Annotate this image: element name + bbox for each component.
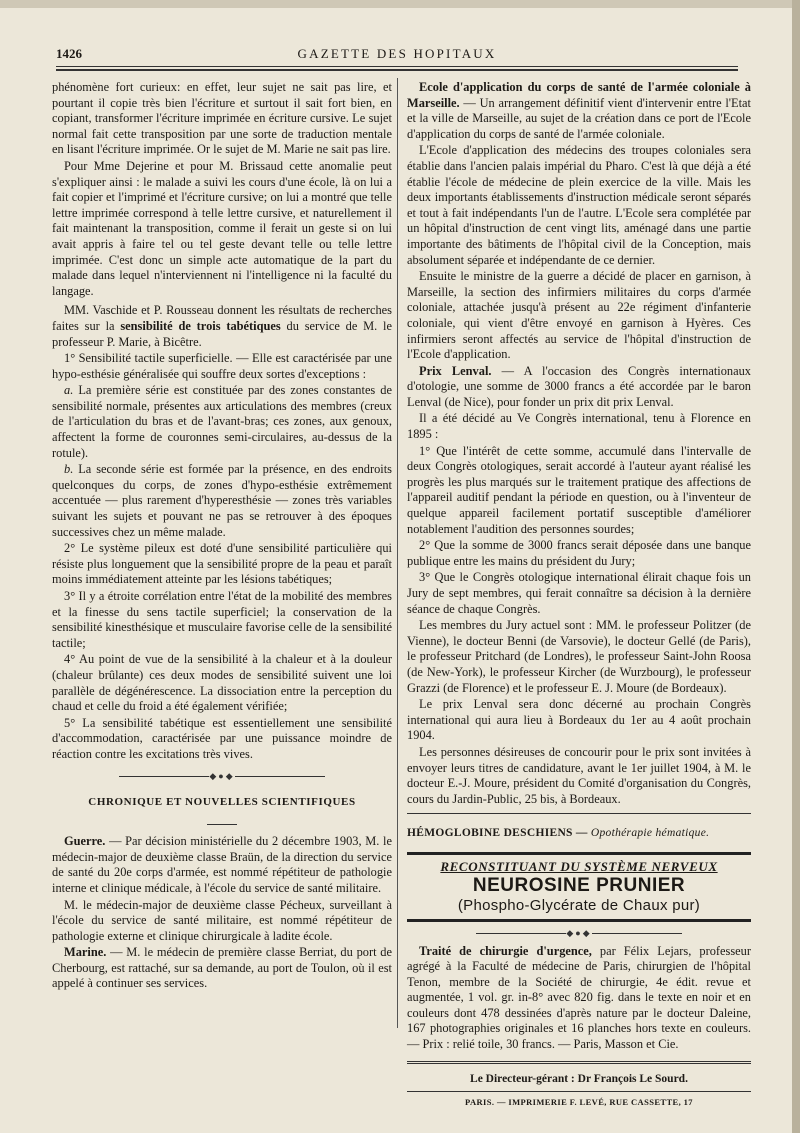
item-marker: b.: [64, 462, 74, 477]
paragraph: 1° Sensibilité tactile superficielle. — Elle est caractérisée par une hypo-esthésie généralisée qui souffre deux sortes d'exceptions :: [52, 351, 392, 381]
left-column: [52, 80, 392, 992]
news-item: [52, 834, 392, 896]
paragraph: 2° Le système pileux est doté d'une sensibilité particulière qui résiste plus longuement que la sensibilité propre de la peau et paraît moins immédiatement atteinte par les lésions tabétiques;: [52, 541, 392, 587]
ornament-divider: ◆●◆: [52, 769, 392, 781]
printer-line: PARIS. — IMPRIMERIE F. LEVÉ, RUE CASSETTE, 17: [465, 1097, 693, 1108]
news-item: [407, 80, 751, 142]
column-divider: [397, 78, 398, 1028]
text-run: — M. le médecin de première classe Berriat, du port de Cherbourg, est rattaché, sur sa demande, au port de Toulon, où il est appelé à continuer ses services.: [52, 945, 392, 991]
advert-name: HÉMOGLOBINE DESCHIENS: [407, 827, 573, 840]
advert-hemoglobine: [407, 826, 751, 842]
paragraph: 3° Que le Congrès otologique international élirait chaque fois un Jury de sept membres, qui ferait connaître sa décision à la dernière séance de chaque Congrès.: [407, 570, 751, 616]
paragraph: 5° La sensibilité tabétique est essentiellement une sensibilité d'accommodation, caractérisée par une puissance moindre de réaction contre les excitations très vives.: [52, 715, 392, 761]
news-label: Prix Lenval.: [419, 363, 492, 378]
news-item: M. le médecin-major de deuxième classe Pécheux, surveillant à l'école du service de santé militaire, est nommé répétiteur de pathologie externe et clinique chirurgicale à ladite école.: [52, 897, 392, 943]
top-edge: [0, 0, 800, 8]
text-run: MM. Vaschide et P. Rousseau donnent les résultats de recherches faites sur la: [52, 303, 392, 333]
text-run: — A l'occasion des Congrès internationaux d'otologie, une somme de 3000 francs a été accordée par le baron Lenval (de Nice), pour fonder un prix dit prix Lenval.: [407, 363, 751, 409]
paragraph: Pour Mme Dejerine et pour M. Brissaud cette anomalie peut s'expliquer ainsi : le malade a suivi les cours d'une école, là on lui a fait copier et l'imprimé et l'écriture cursive; on lui a montré que telle lettre imprimée correspond à telle lettre cursive, et naturellement il fait maintenant la transposition, comme il ferait un geste si on lui avait appris à faire tel ou tel geste devant telle ou telle lettre imprimée. C'est donc un simple acte automatique de la part du malade dans lequel n'interviennent ni l'intelligence ni la faculté du langage.: [52, 158, 392, 298]
header-rule-thick: [56, 69, 738, 71]
journal-title: GAZETTE DES HOPITAUX: [297, 46, 497, 61]
ornament-divider: [52, 816, 392, 828]
paragraph: [52, 303, 392, 350]
news-label: Guerre.: [64, 834, 106, 849]
news-label: Marine.: [64, 945, 107, 960]
page-number: 1426: [56, 46, 82, 61]
paragraph: 1° Que l'intérêt de cette somme, accumulé dans l'intervalle de deux Congrès otologiques, serait accordé à l'auteur ayant réalisé les progrès les plus marqués sur le traitement pratique des affections de l'appareil auditif pendant la période en question, ou à l'inventeur de quelque appareil facilement portatif susceptible d'améliorer notablement l'audition des personnes sourdes;: [407, 443, 751, 536]
paragraph: phénomène fort curieux: en effet, leur sujet ne sait pas lire, et pourtant il copie très bien l'écriture et surtout il sait fort bien, en copiant, transformer l'écriture imprimée en écriture cursive. Le sujet normal fait cette transposition par une sorte de traduction mentale en lisant l'écriture imprimée. Or le sujet de M. Marie ne sait pas lire.: [52, 80, 392, 157]
footer-rule: [407, 1091, 751, 1092]
paragraph: L'Ecole d'application des médecins des troupes coloniales sera établie dans l'ancien palais impérial du Pharo. C'est là que déjà a été établie l'école de médecine de plein exercice de la ville. Mais les deux importants établissements d'instruction médicale seront séparés et tout à fait indépendants l'un de l'autre. L'Ecole sera complétée par un hôpital d'instruction de cent vingt lits, aménagé dans une partie importante des bâtiments de l'hôpital civil de la Conception, mais absolument séparée et indépendante de ce dernier.: [407, 143, 751, 267]
book-title: Traité de chirurgie d'urgence,: [419, 943, 592, 958]
advert-line: RECONSTITUANT DU SYSTÈME NERVEUX: [440, 858, 718, 874]
paragraph: Les personnes désireuses de concourir pour le prix sont invitées à envoyer leurs titres de candidature, avant le 1er juillet 1904, à M. le docteur E.-J. Moure, président du Comité d'organisation du Congrès, cours du Jardin-Public, 25 bis, à Bordeaux.: [407, 744, 751, 806]
paragraph: 2° Que la somme de 3000 francs serait déposée dans une banque publique entre les mains du président du Jury;: [407, 538, 751, 568]
section-title: CHRONIQUE ET NOUVELLES SCIENTIFIQUES: [88, 795, 356, 808]
news-label: Ecole d'application du corps de santé de l'armée coloniale à Marseille.: [407, 80, 751, 110]
advert-tagline: Opothérapie hématique.: [590, 827, 710, 840]
page-header: [56, 44, 738, 66]
section-rule: [407, 813, 751, 814]
text-run: La première série est constituée par des zones constantes de sensibilité normale, présentes aux articulations des membres (creux de l'articulation du bras et de l'avant-bras; ces zones, aux genoux, affectent la forme de couronnes semi-circulaires, au-dessus de la rotule).: [52, 383, 392, 460]
text-run: — Par décision ministérielle du 2 décembre 1903, M. le médecin-major de deuxième classe Braün, de la direction du service de santé du 20e corps d'armée, est nommé répétiteur de pathologie interne et clinique médicale, à l'école du service de santé militaire.: [52, 834, 392, 895]
text-run: par Félix Lejars, professeur agrégé à la Faculté de médecine de Paris, chirurgien de l'hôpital Tenon, membre de la Société de chirurgie, 4e édit. revue et augmentée, 1 vol. gr. in-8° avec 820 fig. dans le texte en noir et en couleurs dont 478 dessinées d'après nature par le docteur Daleine, 167 photographies originales et 16 planches hors texte en couleurs. — Prix : relié toile, 30 francs. — Paris, Masson et Cie.: [407, 943, 751, 1052]
advert-line: (Phospho-Glycérate de Chaux pur): [457, 896, 701, 914]
footer-rule: [407, 1061, 751, 1064]
paragraph: Ensuite le ministre de la guerre a décidé de placer en garnison, à Marseille, la section des infirmiers militaires du corps d'armée coloniale, attachée jusqu'à présent au 22e régiment d'infanterie coloniale, qui vient d'être envoyé en garnison à Hyères. Ces infirmiers seront affectés au service de l'hôpital d'instruction de l'Ecole d'application.: [407, 269, 751, 362]
paragraph: 4° Au point de vue de la sensibilité à la chaleur et à la douleur (chaleur brûlante) ces deux modes de sensibilité suivent une loi parallèle de dégénérescence. La dissociation entre la perception du chaud et celle du froid a été également vérifiée;: [52, 652, 392, 714]
bold-run: sensibilité de trois tabétiques: [120, 318, 281, 333]
paragraph: [52, 462, 392, 540]
advert-product: NEUROSINE PRUNIER: [472, 874, 686, 896]
paragraph: Il a été décidé au Ve Congrès international, tenu à Florence en 1895 :: [407, 411, 751, 442]
page-edge: [792, 0, 800, 1133]
book-notice: [407, 944, 751, 1053]
header-rule: [56, 66, 738, 67]
paragraph: 3° Il y a étroite corrélation entre l'état de la mobilité des membres et la finesse du sens tactile superficiel; la conservation de la sensibilité kinesthésique et musculaire favorise celle de la sensibilité tactile;: [52, 589, 392, 650]
paragraph: Le prix Lenval sera donc décerné au prochain Congrès international qui aura lieu à Bordeaux du 1er au 4 août prochain 1904.: [407, 697, 751, 743]
ornament-divider: ◆●◆: [407, 926, 751, 938]
news-item: [407, 364, 751, 411]
text-run: du service de M. le professeur P. Marie, à Bicêtre.: [52, 318, 392, 349]
right-column: [407, 80, 751, 1111]
paragraph: [52, 383, 392, 461]
news-item: [52, 945, 392, 992]
advert-neurosine: [407, 852, 751, 922]
paragraph: Les membres du Jury actuel sont : MM. le professeur Politzer (de Vienne), le docteur Benni (de Varsovie), le docteur Gellé (de Paris), le professeur Pritchard (de Londres), le professeur Saint-John Roosa (de New-York), le professeur Kircher (de Wurzbourg), le professeur Grazzi (de Florence) et le professeur E. J. Moure (de Bordeaux).: [407, 618, 751, 695]
text-run: La seconde série est formée par la présence, en des endroits quelconques du corps, de zones d'hypo-esthésie extrêmement accentuée — plus rarement d'hyperesthésie — zones très variables suivant les sujets et pouvant ne pas se retrouver à des époques successives chez un même malade.: [52, 462, 392, 539]
separator: —: [572, 827, 591, 840]
text-run: — Un arrangement définitif vient d'intervenir entre l'Etat et la ville de Marseille, au sujet de la création dans ce port de l'Ecole d'application du corps de santé de l'armée coloniale.: [407, 95, 751, 141]
director-line: Le Directeur-gérant : Dr François Le Sourd.: [470, 1072, 688, 1085]
item-marker: a.: [64, 383, 74, 398]
